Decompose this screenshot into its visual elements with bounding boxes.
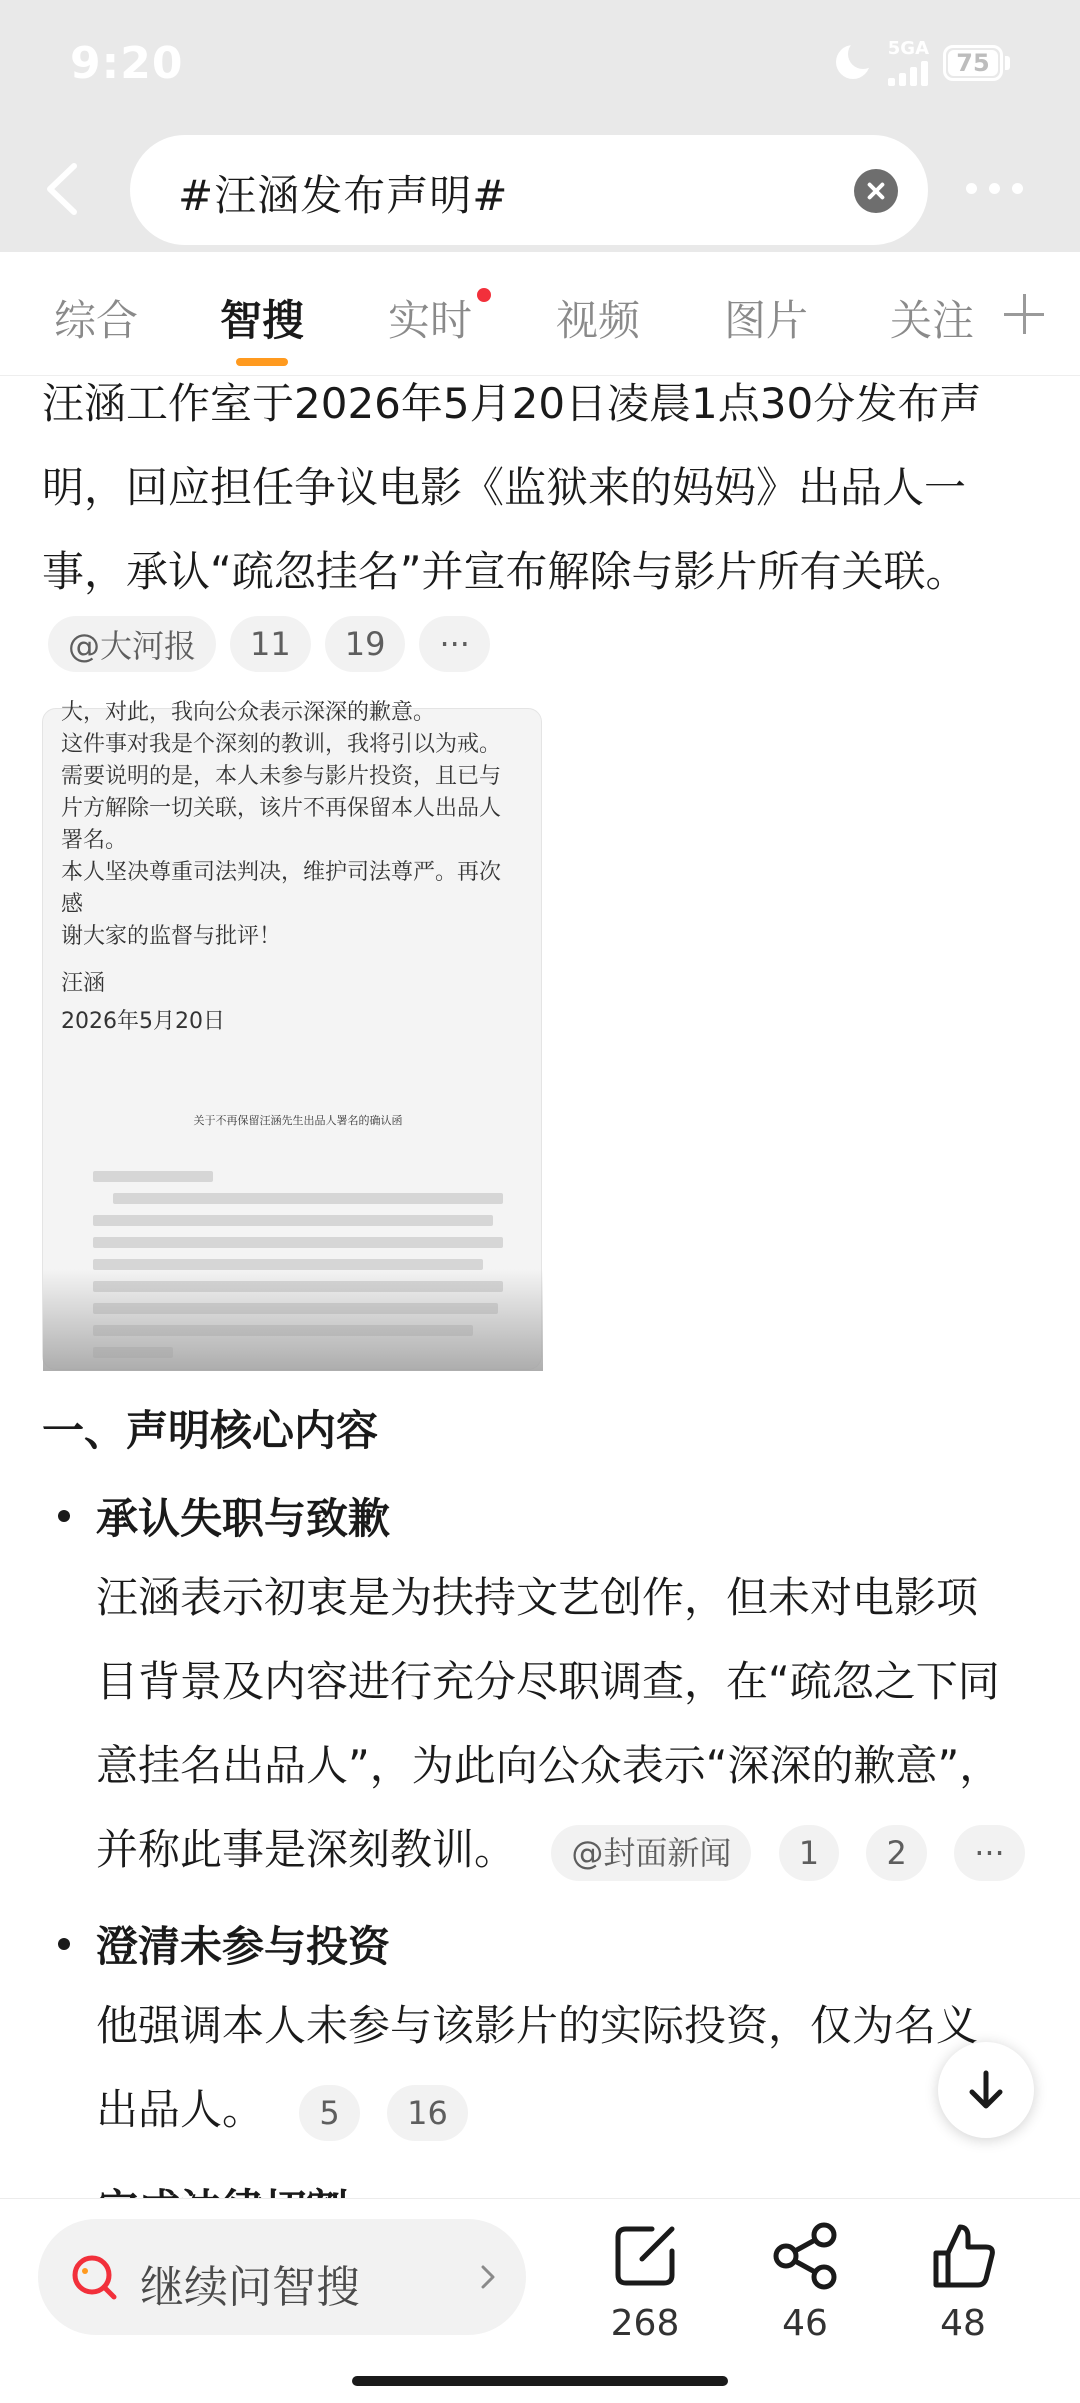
- section-heading: 一、声明核心内容: [42, 1406, 379, 1455]
- reference-chip[interactable]: 5: [299, 2085, 359, 2141]
- statement-line: 大，对此，我向公众表示深深的歉意。: [61, 700, 436, 725]
- reference-chip[interactable]: 19: [325, 616, 406, 672]
- reference-chip[interactable]: 1: [779, 1825, 839, 1881]
- tab-video[interactable]: 视频: [556, 296, 641, 345]
- source-chip[interactable]: @大河报: [48, 616, 216, 672]
- bullet-body: [96, 1984, 1046, 2152]
- status-icons: [834, 40, 1010, 86]
- signature-date: 2026年5月20日: [61, 1009, 225, 1034]
- back-arrow-icon[interactable]: [42, 162, 82, 216]
- bullet-line: 他强调本人未参与该影片的实际投资，仅为名义: [96, 2001, 979, 2050]
- comment-button[interactable]: [590, 2219, 700, 2344]
- share-icon: [768, 2219, 842, 2293]
- add-tab-icon[interactable]: [1004, 294, 1044, 334]
- ask-smart-search-button[interactable]: [38, 2219, 526, 2335]
- home-indicator[interactable]: [352, 2376, 728, 2386]
- search-query: #汪涵发布声明#: [178, 171, 509, 220]
- comment-count: 268: [610, 2303, 680, 2344]
- tab-comprehensive[interactable]: 综合: [54, 296, 139, 345]
- source-chip[interactable]: @封面新闻: [551, 1825, 751, 1881]
- bullet-line: 出品人。: [96, 2085, 265, 2134]
- image-fade-overlay: [43, 1269, 543, 1371]
- signal-icon: [888, 40, 929, 86]
- statement-line: 谢大家的监督与批评！: [61, 924, 282, 949]
- statement-signature: [61, 965, 225, 1041]
- status-time: 9:20: [70, 38, 184, 89]
- signature-name: 汪涵: [61, 971, 106, 996]
- statement-image[interactable]: [42, 700, 542, 1370]
- statement-line: 片方解除一切关联，该片不再保留本人出品人: [61, 796, 502, 821]
- bullet-line-with-sources: [96, 1808, 1046, 1892]
- confirmation-letter-title: 关于不再保留汪涵先生出品人署名的确认函: [193, 1114, 403, 1127]
- tab-bar: [0, 252, 1080, 376]
- like-button[interactable]: [908, 2219, 1018, 2344]
- scroll-down-button[interactable]: [938, 2042, 1034, 2138]
- statement-line: 本人坚决尊重司法判决，维护司法尊严。再次: [61, 860, 502, 885]
- share-count: 46: [782, 2303, 828, 2344]
- bullet-dot: [58, 1938, 70, 1950]
- top-header: [0, 0, 1080, 252]
- arrow-down-icon: [963, 2067, 1009, 2113]
- bullet-line-with-sources: [96, 2068, 1046, 2152]
- battery-icon: [943, 45, 1010, 81]
- statement-text: [61, 700, 531, 953]
- bullet-title: 澄清未参与投资: [96, 1922, 391, 1971]
- search-input[interactable]: [130, 135, 928, 245]
- next-bullet-title: [96, 2178, 348, 2200]
- bullet-line: 目背景及内容进行充分尽职调查，在“疏忽之下同: [96, 1657, 1000, 1706]
- network-label: 5GA: [887, 38, 929, 59]
- bullet-line: 意挂名出品人”，为此向公众表示“深深的歉意”，: [96, 1741, 1002, 1790]
- thumbs-up-icon: [926, 2219, 1000, 2293]
- intro-sources: [48, 616, 504, 672]
- reference-chip[interactable]: 11: [230, 616, 311, 672]
- intro-paragraph: [42, 362, 1042, 614]
- more-icon[interactable]: [966, 183, 1023, 194]
- ask-label: 继续问智搜: [140, 2262, 360, 2313]
- smart-search-icon: [68, 2251, 120, 2303]
- edit-comment-icon: [608, 2219, 682, 2293]
- intro-line: 事，承认“疏忽挂名”并宣布解除与影片所有关联。: [42, 547, 968, 596]
- clear-icon[interactable]: [854, 169, 898, 213]
- statement-line: 需要说明的是，本人未参与影片投资，且已与: [61, 764, 502, 789]
- do-not-disturb-icon: [834, 43, 874, 83]
- notification-dot: [477, 288, 491, 302]
- reference-chip[interactable]: 2: [866, 1825, 926, 1881]
- tab-realtime[interactable]: 实时: [388, 296, 473, 345]
- like-count: 48: [940, 2303, 986, 2344]
- bullet-dot: [58, 1510, 70, 1522]
- bullet-title: 承认失职与致歉: [96, 1494, 391, 1543]
- more-sources-chip[interactable]: ···: [954, 1825, 1025, 1881]
- chevron-right-icon: [474, 2263, 502, 2291]
- tab-smart-search[interactable]: 智搜: [220, 296, 305, 345]
- statement-line: 感: [61, 892, 84, 917]
- battery-level: 75: [948, 50, 998, 76]
- intro-line: 汪涵工作室于2026年5月20日凌晨1点30分发布声: [42, 379, 982, 428]
- intro-line: 明，回应担任争议电影《监狱来的妈妈》出品人一: [42, 463, 967, 512]
- bottom-bar: [0, 2198, 1080, 2403]
- tab-following[interactable]: 关注: [890, 296, 975, 345]
- tab-images[interactable]: 图片: [724, 296, 809, 345]
- more-sources-chip[interactable]: ···: [419, 616, 490, 672]
- share-button[interactable]: [750, 2219, 860, 2344]
- statement-line: 这件事对我是个深刻的教训，我将引以为戒。: [61, 732, 502, 757]
- reference-chip[interactable]: 16: [387, 2085, 468, 2141]
- statement-line: 署名。: [61, 828, 128, 853]
- bullet-line: 汪涵表示初衷是为扶持文艺创作，但未对电影项: [96, 1573, 979, 1622]
- bullet-body: [96, 1556, 1046, 1892]
- bullet-line: 并称此事是深刻教训。: [96, 1825, 517, 1874]
